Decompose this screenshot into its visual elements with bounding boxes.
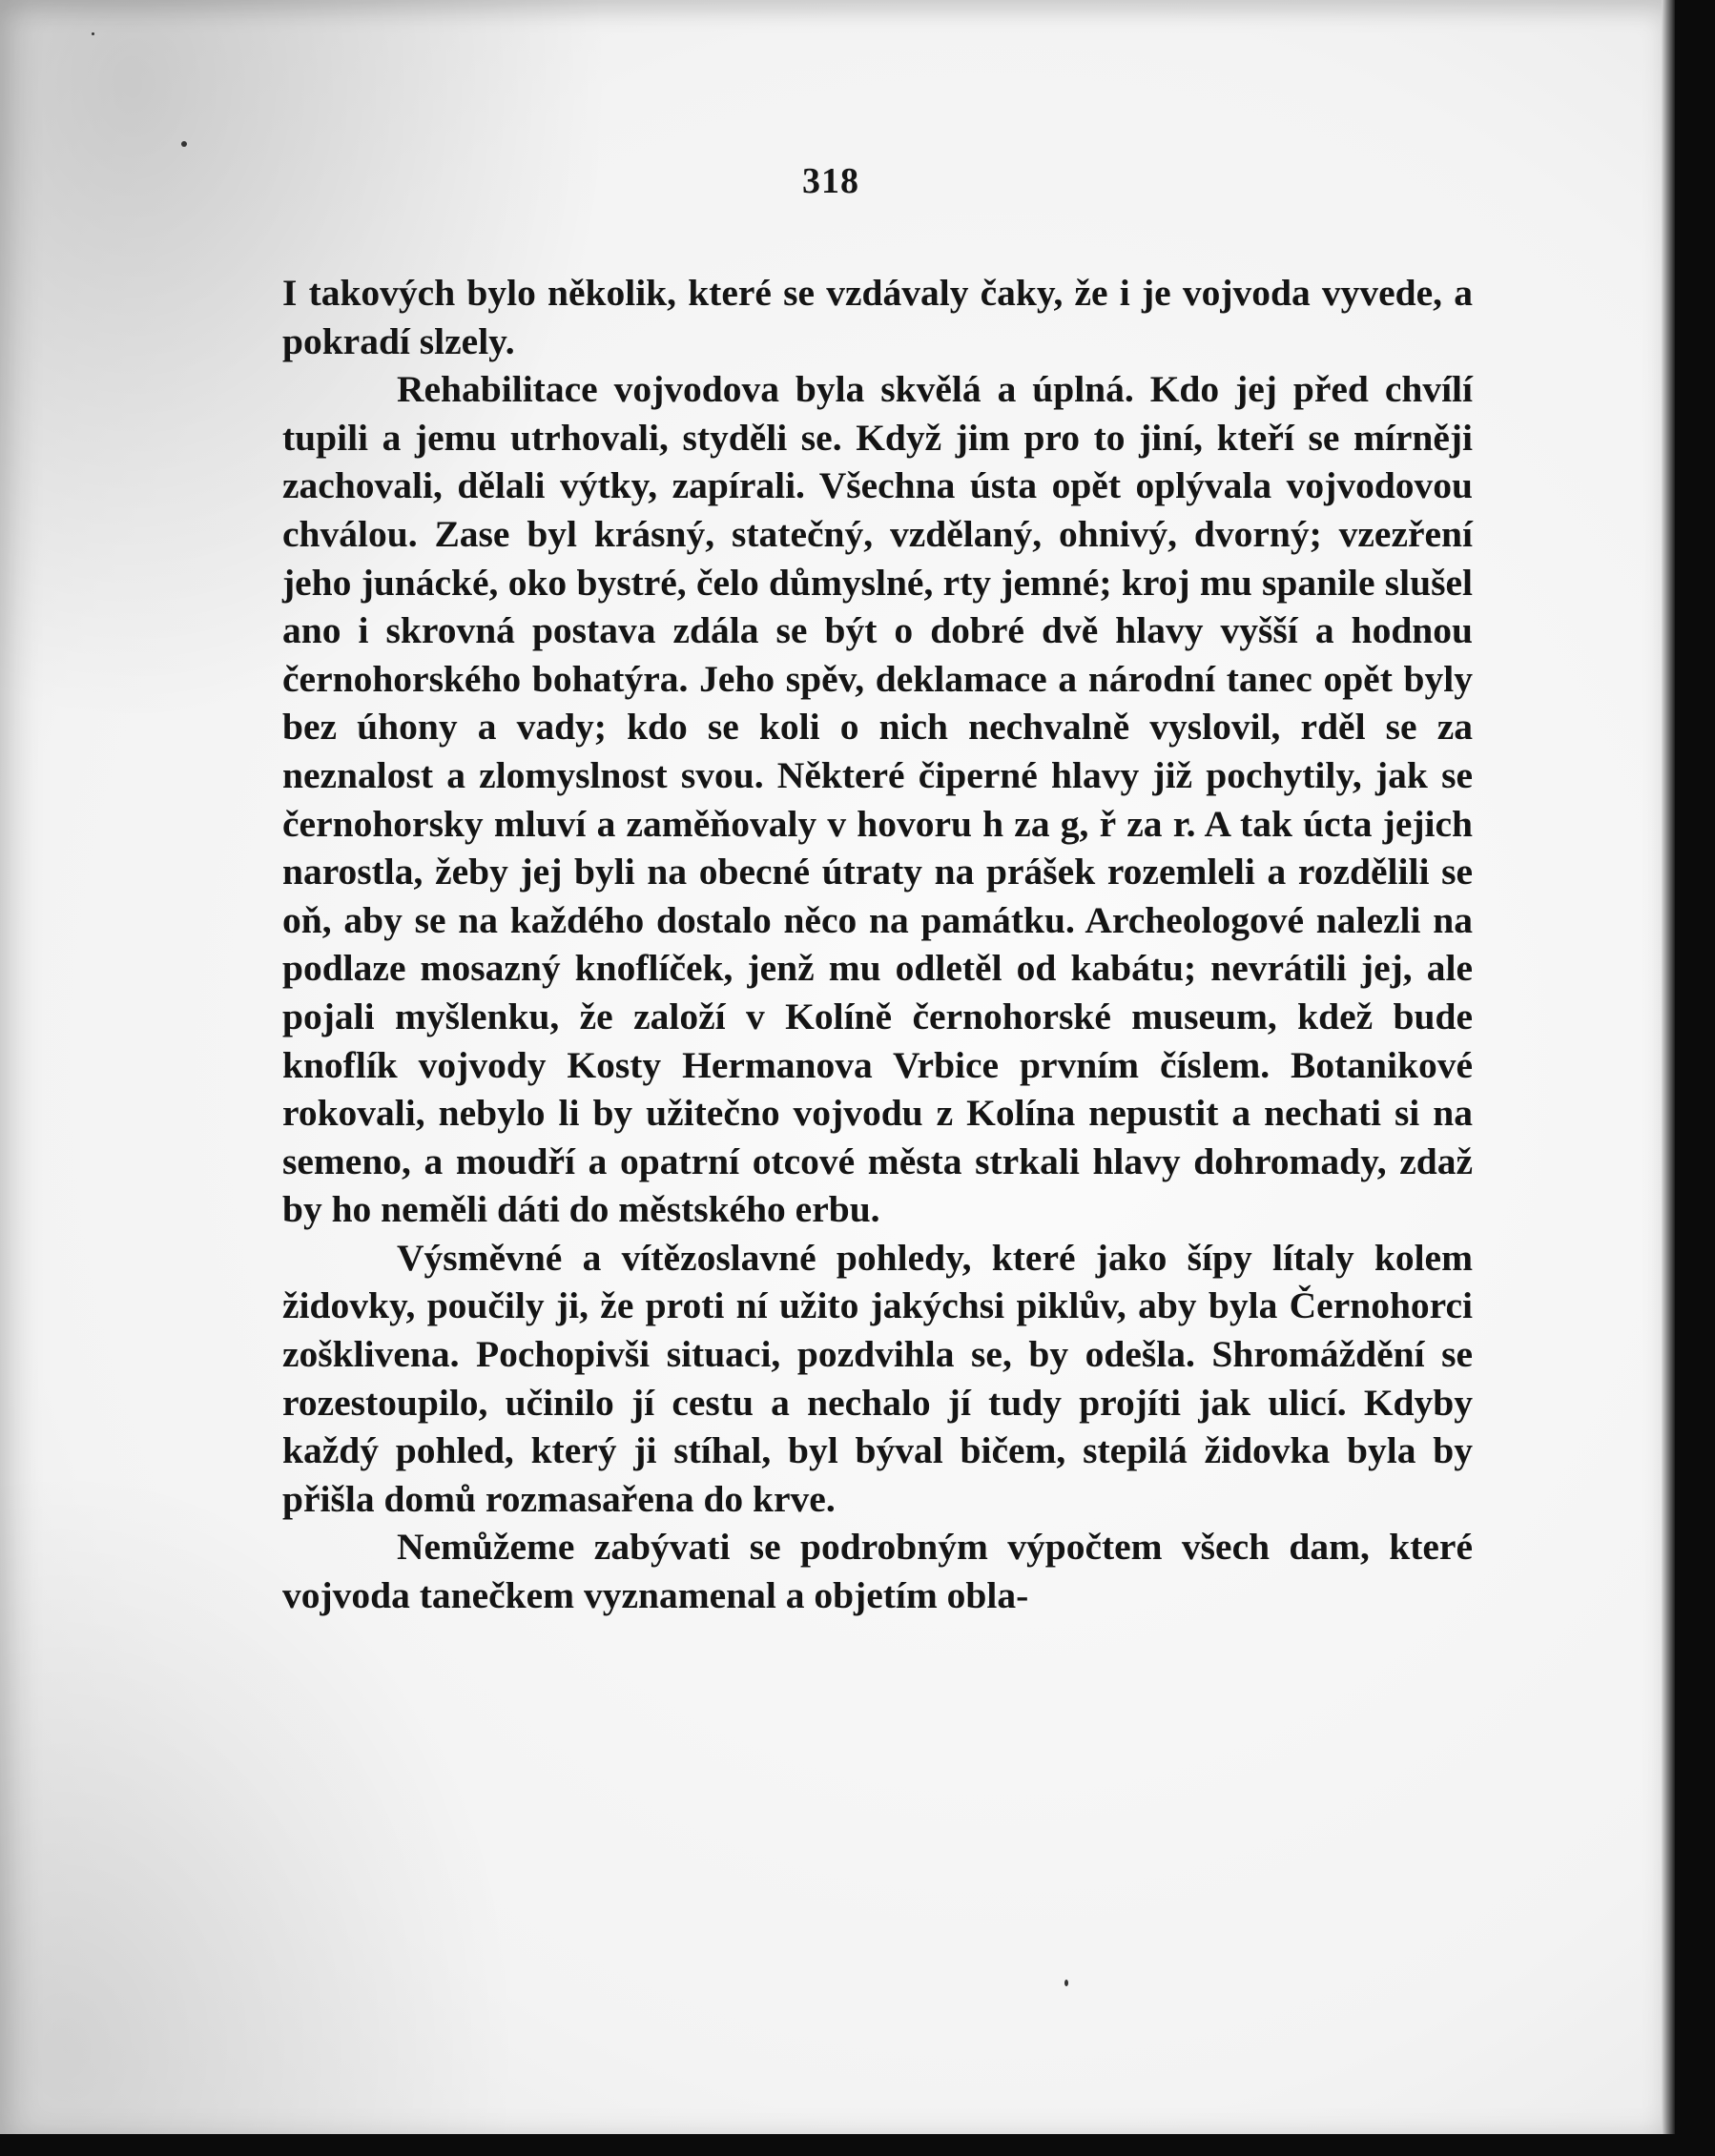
paragraph-2: Rehabilitace vojvodova byla skvělá a úplná. Kdo jej před chvílí tupili a jemu utrhovali, styděli se. Když jim pro to jiní, kteří se mírněji zachovali, dělali výtky, zapírali. Všechna ústa opět oplývala vojvodovou chválou. Zase byl krásný, statečný, vzdělaný, ohnivý, dvorný; vzezření jeho junácké, oko bystré, čelo důmyslné, rty jemné; kroj mu spanile slušel ano i skrovná postava zdála se být o dobré dvě hlavy vyšší a hodnou černohorského bohatýra. Jeho spěv, deklamace a národní tanec opět byly bez úhony a vady; kdo se koli o nich nechvalně vyslovil, rděl se za neznalost a zlomyslnost svou. Některé čiperné hlavy již pochytily, jak se černohorsky mluví a zaměňovaly v hovoru h za g, ř za r. A tak úcta jejich narostla, žeby jej byli na obecné útraty na prášek rozemleli a rozdělili se oň, aby se na každého dostalo něco na památku. Archeologové nalezli na podlaze mosazný knoflíček, jenž mu odletěl od kabátu; nevrátili jej, ale pojali myšlenku, že založí v Kolíně černohorské museum, kdež bude knoflík vojvody Kosty Hermanova Vrbice prvním číslem. Botanikové rokovali, nebylo li by užitečno vojvodu z Kolína nepustit a nechati si na semeno, a moudří a opatrní otcové města strkali hlavy dohromady, zdaž by ho neměli dáti do městského erbu.: [282, 368, 1473, 1231]
page-number: 318: [802, 161, 859, 201]
bottom-shadow: [0, 2134, 1715, 2156]
page-edge: [1662, 0, 1675, 2134]
paragraph-3: Výsměvné a vítězoslavné pohledy, které jako šípy lítaly kolem židovky, poučily ji, že proti ní užito jakýchsi piklův, aby byla Černohorci zošklivena. Pochopivši situaci, pozdvihla se, by odešla. Shromáždění se rozestoupilo, učinilo jí cestu a nechalo jí tudy projíti jak ulicí. Kdyby každý pohled, který ji stíhal, byl býval bičem, stepilá židovka byla by přišla domů rozmasařena do krve.: [282, 1236, 1473, 1520]
dust-speck: [1064, 1980, 1068, 1986]
paragraph-4: Nemůžeme zabývati se podrobným výpočtem všech dam, které vojvoda tanečkem vyznamenal a objetím obla-: [282, 1526, 1473, 1617]
dust-speck: [92, 32, 94, 35]
body-text: [282, 269, 1473, 1620]
binding-shadow: [1675, 0, 1715, 2156]
paragraph-1: I takových bylo několik, které se vzdávaly čaky, že i je vojvoda vyvede, a pokradí slzely.: [282, 272, 1473, 362]
dust-speck: [181, 141, 187, 147]
